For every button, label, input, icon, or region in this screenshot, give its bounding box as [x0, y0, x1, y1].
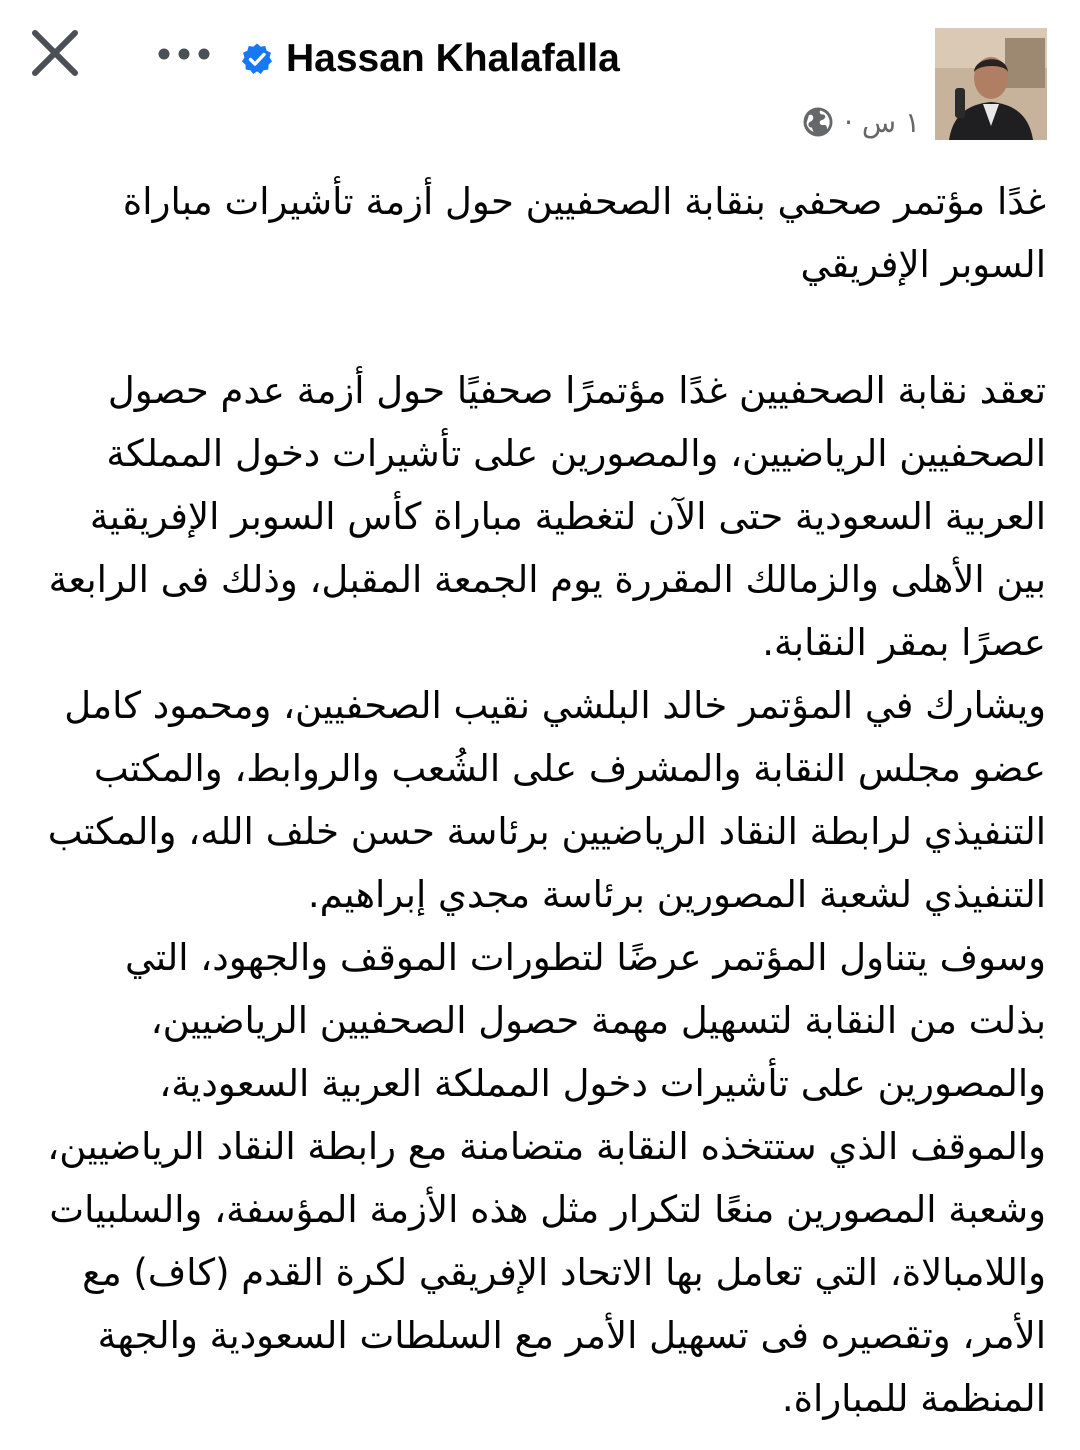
- more-options-icon: [156, 47, 212, 61]
- close-button[interactable]: [22, 20, 88, 86]
- author-row: [240, 30, 620, 88]
- post-paragraph: وسوف يتناول المؤتمر عرضًا لتطورات الموقف والجهود، التي بذلت من النقابة لتسهيل مهمة حصول الصحفيين الرياضيين، والمصورين على تأشيرات دخول المملكة العربية السعودية، والموقف الذي ستتخذه النقابة متضامنة مع رابطة النقاد الرياضيين، وشعبة المصورين منعًا لتكرار مثل هذه الأزمة المؤسفة، والسلبيات واللامبالاة، التي تعامل بها الاتحاد الإفريقي لكرة القدم (كاف) مع الأمر، وتقصيره فى تسهيل الأمر مع السلطات السعودية والجهة المنظمة للمباراة.: [35, 936, 1046, 1420]
- post-title: غدًا مؤتمر صحفي بنقابة الصحفيين حول أزمة تأشيرات مباراة السوبر الإفريقي: [111, 180, 1046, 286]
- post-paragraph: تعقد نقابة الصحفيين غدًا مؤتمرًا صحفيًا حول أزمة عدم حصول الصحفيين الرياضيين، والمصورين على تأشيرات دخول المملكة العربية السعودية حتى الآن لتغطية مباراة كأس السوبر الإفريقية بين الأهلى والزمالك المقررة يوم الجمعة المقبل، وذلك فى الرابعة عصرًا بمقر النقابة.: [36, 369, 1046, 664]
- post-body: [35, 170, 1046, 1440]
- close-icon: [30, 28, 80, 78]
- post-timestamp[interactable]: ١ س ·: [844, 105, 920, 139]
- more-options-button[interactable]: [152, 34, 216, 74]
- globe-icon[interactable]: [802, 106, 834, 138]
- post-meta: [802, 100, 920, 144]
- post-header: [0, 0, 1080, 160]
- author-name[interactable]: Hassan Khalafalla: [286, 37, 620, 80]
- post-paragraph: ويشارك في المؤتمر خالد البلشي نقيب الصحفيين، ومحمود كامل عضو مجلس النقابة والمشرف على الشُعب والروابط، والمكتب التنفيذي لرابطة النقاد الرياضيين برئاسة حسن خلف الله، والمكتب التنفيذي لشعبة المصورين برئاسة مجدي إبراهيم.: [35, 684, 1046, 916]
- avatar[interactable]: [935, 28, 1047, 140]
- verified-badge-icon: [240, 42, 274, 76]
- avatar-photo: [935, 28, 1047, 140]
